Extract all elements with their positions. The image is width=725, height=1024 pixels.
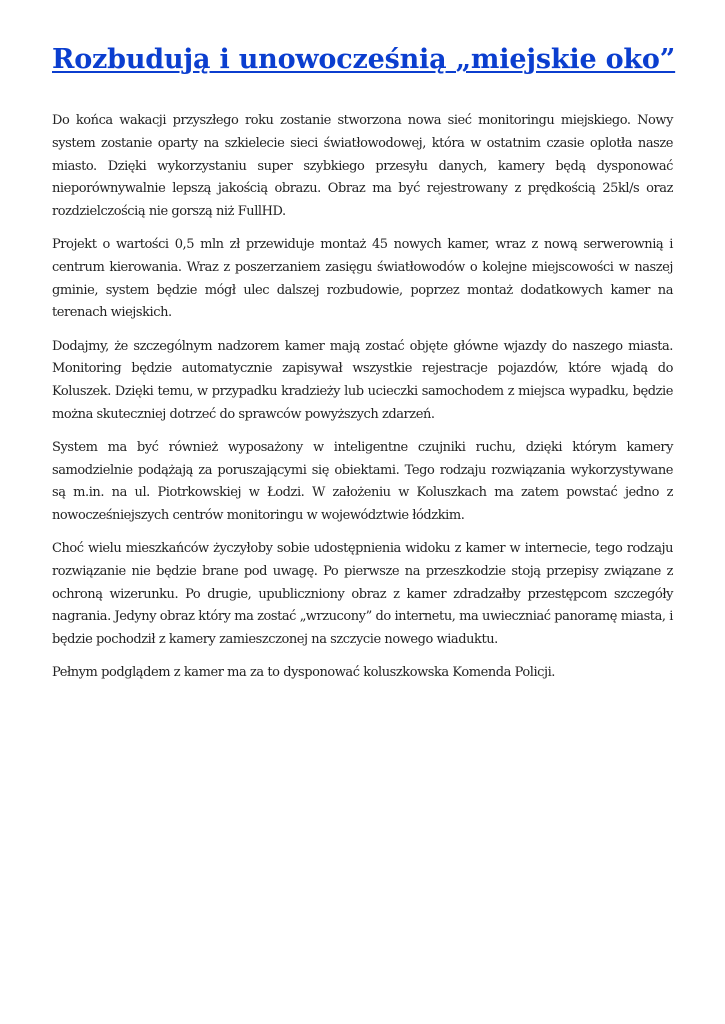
article-paragraph-2: Projekt o wartości 0,5 mln zł przewiduje montaż 45 nowych kamer, wraz z nową serwerownią i centrum kierowania. Wraz z poszerzaniem zasięgu światłowodów o kolejne miejscowości w naszej gminie, system będzie mógł ulec dalszej rozbudowie, poprzez montaż dodatkowych kamer na terenach wiejskich. (52, 237, 673, 321)
article (52, 44, 676, 696)
article-title-link[interactable]: Rozbudują i unowocześnią „miejskie oko” (52, 44, 676, 75)
article-paragraph-4: System ma być również wyposażony w inteligentne czujniki ruchu, dzięki którym kamery samodzielnie podążają za poruszającymi się obiektami. Tego rodzaju rozwiązania wykorzystywane są m.in. na ul. Piotrkowskiej w Łodzi. W założeniu w Koluszkach ma zatem powstać jedno z nowocześniejszych centrów monitoringu w województwie łódzkim. (52, 440, 673, 523)
article-paragraph-5: Choć wielu mieszkańców życzyłoby sobie udostępnienia widoku z kamer w internecie, tego rodzaju rozwiązanie nie będzie brane pod uwagę. Po pierwsze na przeszkodzie stoją przepisy związane z ochroną wizerunku. Po drugie, upubliczniony obraz z kamer zdradzałby przestępcom szczegóły nagrania. Jedyny obraz który ma zostać „wrzucony” do internetu, ma uwieczniać panoramę miasta, i będzie pochodził z kamery zamieszczonej na szczycie nowego wiaduktu. (52, 541, 673, 647)
article-paragraph-6: Pełnym podglądem z kamer ma za to dysponować koluszkowska Komenda Policji. (52, 665, 555, 681)
article-paragraph-1: Do końca wakacji przyszłego roku zostanie stworzona nowa sieć monitoringu miejskiego. Nowy system zostanie oparty na szkielecie sieci światłowodowej, która w ostatnim czasie oplotła nasze miasto. Dzięki wykorzystaniu super szybkiego przesyłu danych, kamery będą dysponować nieporównywalnie lepszą jakością obrazu. Obraz ma być rejestrowany z prędkością 25kl/s oraz rozdzielczością nie gorszą niż FullHD. (52, 113, 673, 219)
article-title (52, 44, 676, 76)
article-paragraph-3: Dodajmy, że szczególnym nadzorem kamer mają zostać objęte główne wjazdy do naszego miasta. Monitoring będzie automatycznie zapisywał wszystkie rejestracje pojazdów, które wjadą do Koluszek. Dzięki temu, w przypadku kradzieży lub ucieczki samochodem z miejsca wypadku, będzie można skuteczniej dotrzeć do sprawców powyższych zdarzeń. (52, 338, 673, 422)
